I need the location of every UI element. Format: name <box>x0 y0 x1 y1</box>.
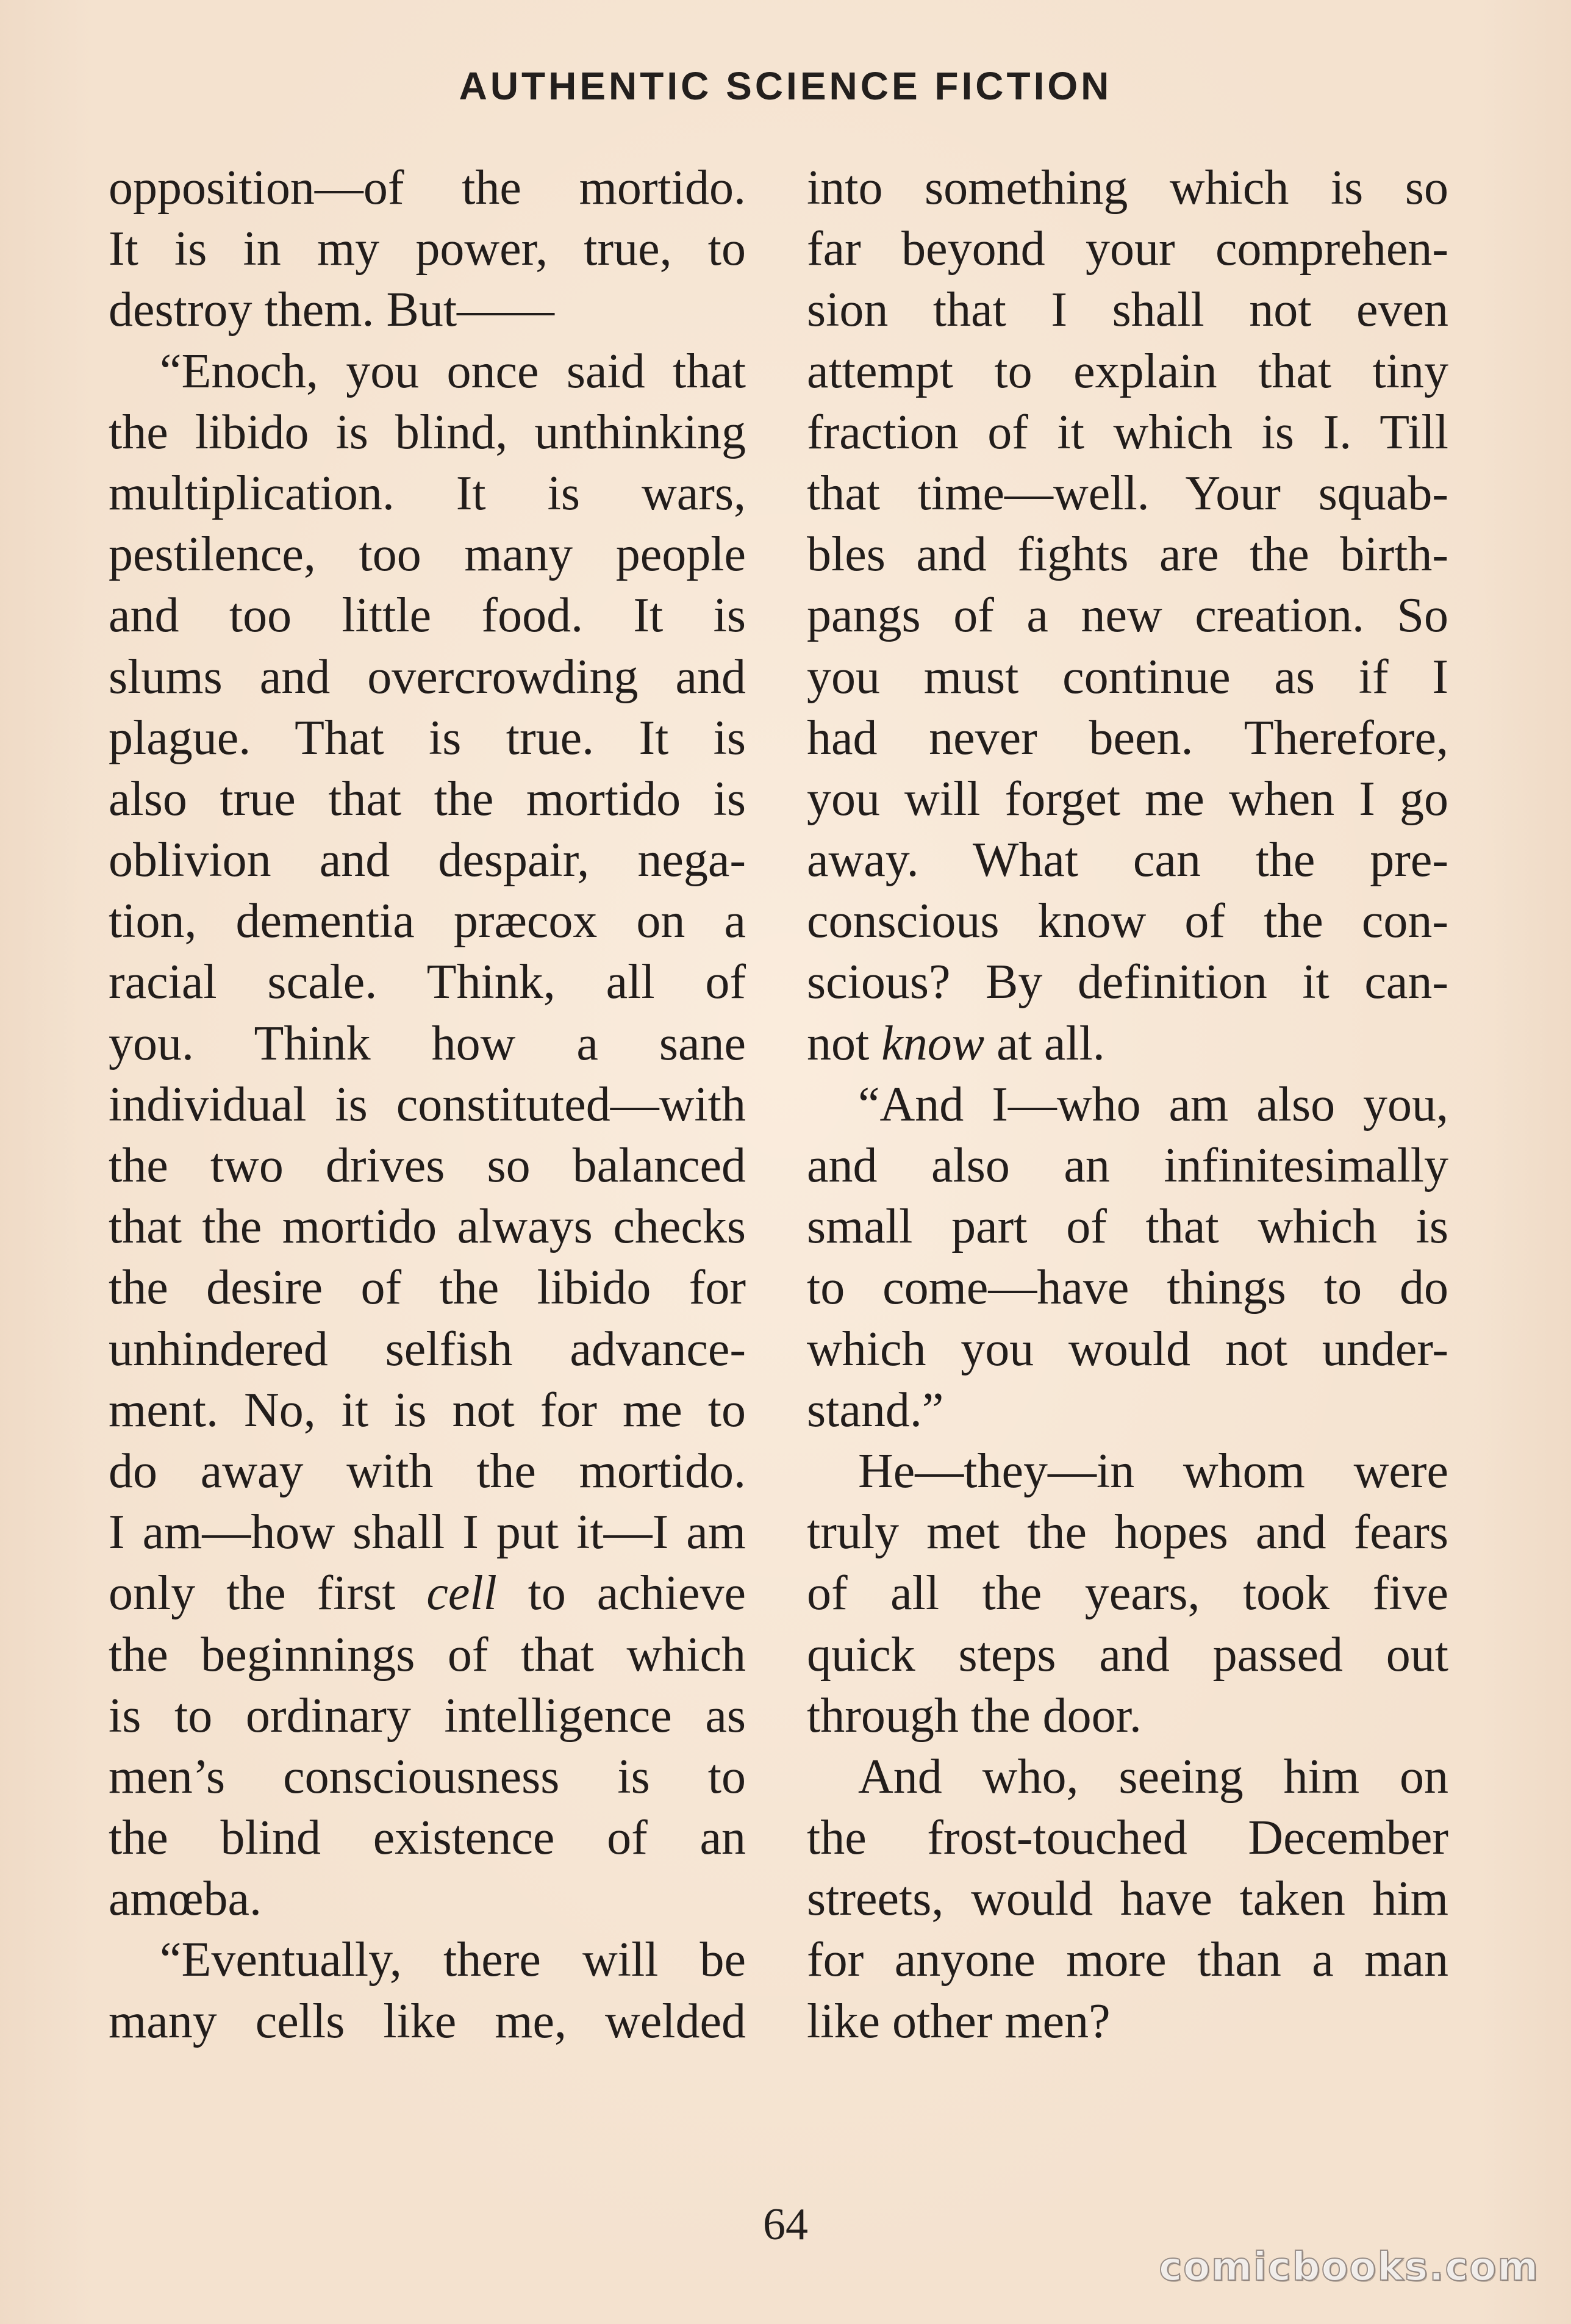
text-line: you. Think how a sane <box>109 1016 746 1071</box>
text-line: amœba. <box>109 1872 262 1926</box>
text-line: men’s consciousness is to <box>109 1749 746 1804</box>
text-line: racial scale. Think, all of <box>109 955 746 1010</box>
text-line: like other men? <box>807 1994 1111 2048</box>
text-line: also true that the mortido is <box>109 772 746 826</box>
text-column-left <box>109 157 746 2052</box>
text-line: He—they—in whom were <box>858 1444 1448 1498</box>
text-line: slums and overcrowding and <box>109 650 746 704</box>
text-line: through the door. <box>807 1688 1142 1743</box>
text-line: which you would not under- <box>807 1322 1448 1376</box>
page-number: 64 <box>763 2200 808 2250</box>
text-line: and also an infinitesimally <box>807 1139 1448 1192</box>
text-line: truly met the hopes and fears <box>807 1505 1448 1560</box>
text-line: you must continue as if I <box>807 650 1448 704</box>
text-column-right <box>807 157 1448 2052</box>
text-line: individual is constituted—with <box>109 1077 746 1132</box>
text-line: unhindered selfish advance- <box>109 1322 746 1376</box>
text-line-with-italic: only the first cell to achieve <box>109 1566 746 1621</box>
text-line: small part of that which is <box>807 1200 1448 1254</box>
text-line: far beyond your comprehen- <box>807 222 1448 276</box>
text-line: away. What can the pre- <box>807 833 1448 888</box>
text-line: conscious know of the con- <box>807 894 1448 949</box>
text-line: is to ordinary intelligence as <box>109 1688 746 1743</box>
text-line: oblivion and despair, nega- <box>109 833 746 888</box>
watermark: comicbooks.com <box>1159 2245 1539 2290</box>
text-line: destroy them. But—— <box>109 283 555 337</box>
text-line: you will forget me when I go <box>807 772 1448 826</box>
text-line: that time—well. Your squab- <box>807 466 1448 520</box>
text-line: plague. That is true. It is <box>109 711 746 765</box>
text-line: for anyone more than a man <box>807 1933 1448 1987</box>
text-line: the two drives so balanced <box>109 1139 746 1192</box>
text-line: sion that I shall not even <box>807 283 1448 337</box>
text-line: “Eventually, there will be <box>160 1933 746 1987</box>
text-line: pestilence, too many people <box>109 528 746 582</box>
text-line: bles and fights are the birth- <box>807 528 1448 582</box>
text-line: the beginnings of that which <box>109 1627 746 1682</box>
text-line: to come—have things to do <box>807 1261 1448 1315</box>
text-line: pangs of a new creation. So <box>807 589 1448 643</box>
text-line-with-italic: not know at all. <box>807 1016 1105 1071</box>
running-head: AUTHENTIC SCIENCE FICTION <box>459 64 1112 108</box>
text-line: “Enoch, you once said that <box>160 344 746 398</box>
text-line: I am—how shall I put it—I am <box>109 1505 746 1560</box>
text-line: “And I—who am also you, <box>858 1077 1448 1132</box>
text-line: had never been. Therefore, <box>807 711 1448 765</box>
text-line: do away with the mortido. <box>109 1444 746 1498</box>
text-line: And who, seeing him on <box>858 1749 1448 1804</box>
text-line: into something which is so <box>807 161 1448 215</box>
text-line: many cells like me, welded <box>109 1994 746 2048</box>
text-line: attempt to explain that tiny <box>807 344 1448 398</box>
text-line: and too little food. It is <box>109 589 746 643</box>
text-line: the libido is blind, unthinking <box>109 405 746 459</box>
text-line: ment. No, it is not for me to <box>109 1383 746 1437</box>
text-line: of all the years, took five <box>807 1566 1448 1621</box>
text-line: opposition—of the mortido. <box>109 161 746 215</box>
text-line: streets, would have taken him <box>807 1872 1448 1926</box>
text-line: It is in my power, true, to <box>109 222 746 276</box>
text-line: multiplication. It is wars, <box>109 466 746 520</box>
text-line: stand.” <box>807 1383 944 1437</box>
text-line: quick steps and passed out <box>807 1627 1448 1682</box>
text-line: the frost-touched December <box>807 1811 1448 1865</box>
text-line: the blind existence of an <box>109 1811 746 1865</box>
text-line: the desire of the libido for <box>109 1261 746 1315</box>
text-line: scious? By definition it can- <box>807 955 1448 1010</box>
text-line: that the mortido always checks <box>109 1200 746 1254</box>
text-line: tion, dementia præcox on a <box>109 894 746 949</box>
text-line: fraction of it which is I. Till <box>807 405 1448 459</box>
